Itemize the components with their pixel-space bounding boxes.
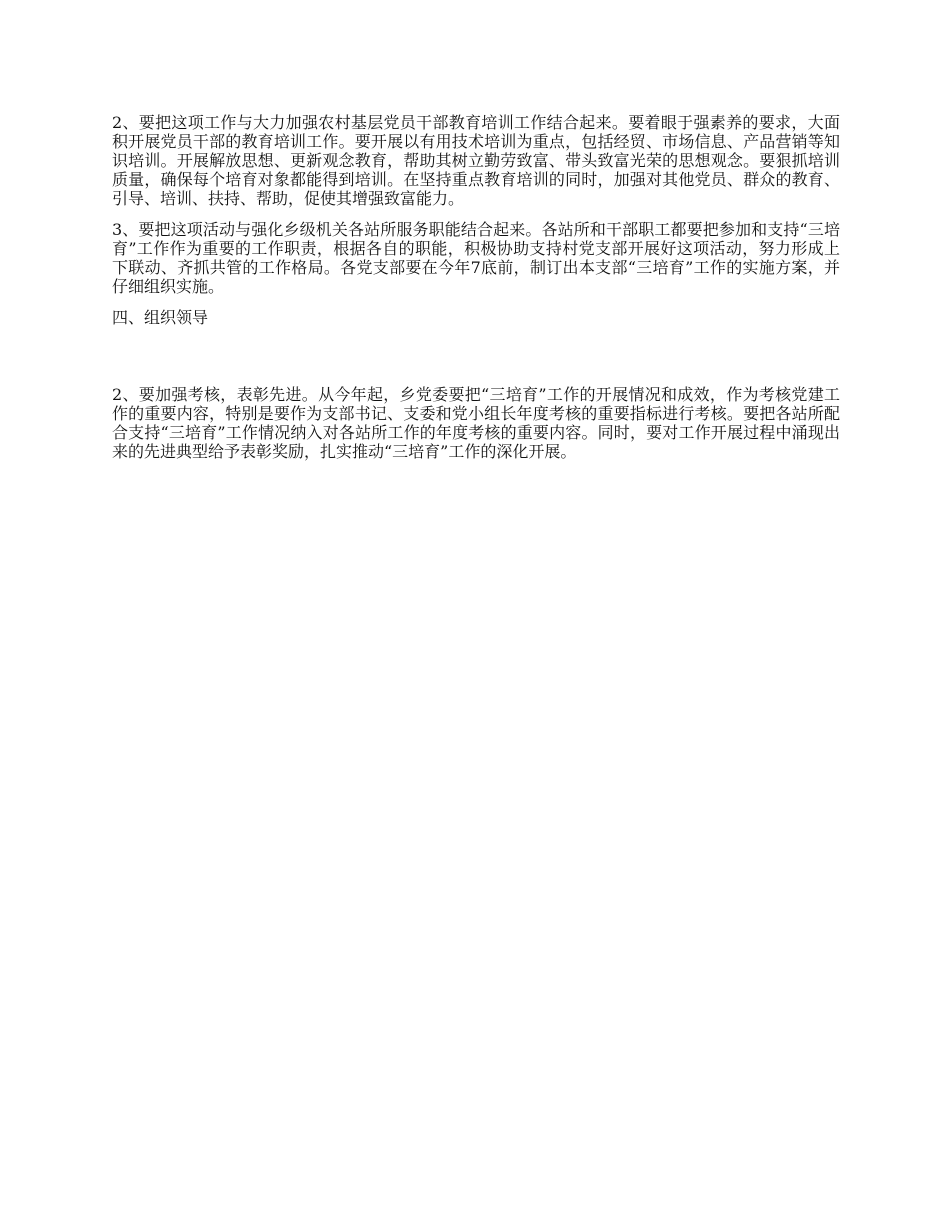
- paragraph-technical-training: 2、要把这项工作与大力加强农村基层党员干部教育培训工作结合起来。要着眼于强素养的要求，大面积开展党员干部的教育培训工作。要开展以有用技术培训为重点，包括经贸、市场信息、产品营销等知识培训。开展解放思想、更新观念教育，帮助其树立勤劳致富、带头致富光荣的思想观念。要狠抓培训质量，确保每个培育对象都能得到培训。在坚持重点教育培训的同时，加强对其他党员、群众的教育、引导、培训、扶持、帮助，促使其增强致富能力。: [112, 113, 840, 208]
- section-heading: 四、组织领导: [112, 308, 209, 327]
- paragraph-assessment: 2、要加强考核，表彰先进。从今年起，乡党委要把“三培育”工作的开展情况和成效，作为考核党建工作的重要内容，特别是要作为支部书记、支委和党小组长年度考核的重要指标进行考核。要把各站所配合支持“三培育”工作情况纳入对各站所工作的年度考核的重要内容。同时，要对工作开展过程中涌现出来的先进典型给予表彰奖励，扎实推动“三培育”工作的深化开展。: [112, 385, 840, 461]
- paragraph-station-service: 3、要把这项活动与强化乡级机关各站所服务职能结合起来。各站所和干部职工都要把参加和支持“三培育”工作作为重要的工作职责，根据各自的职能，积极协助支持村党支部开展好这项活动，努力形成上下联动、齐抓共管的工作格局。各党支部要在今年7底前，制订出本支部“三培育”工作的实施方案，并仔细组织实施。: [112, 220, 840, 296]
- document-body: [112, 113, 840, 473]
